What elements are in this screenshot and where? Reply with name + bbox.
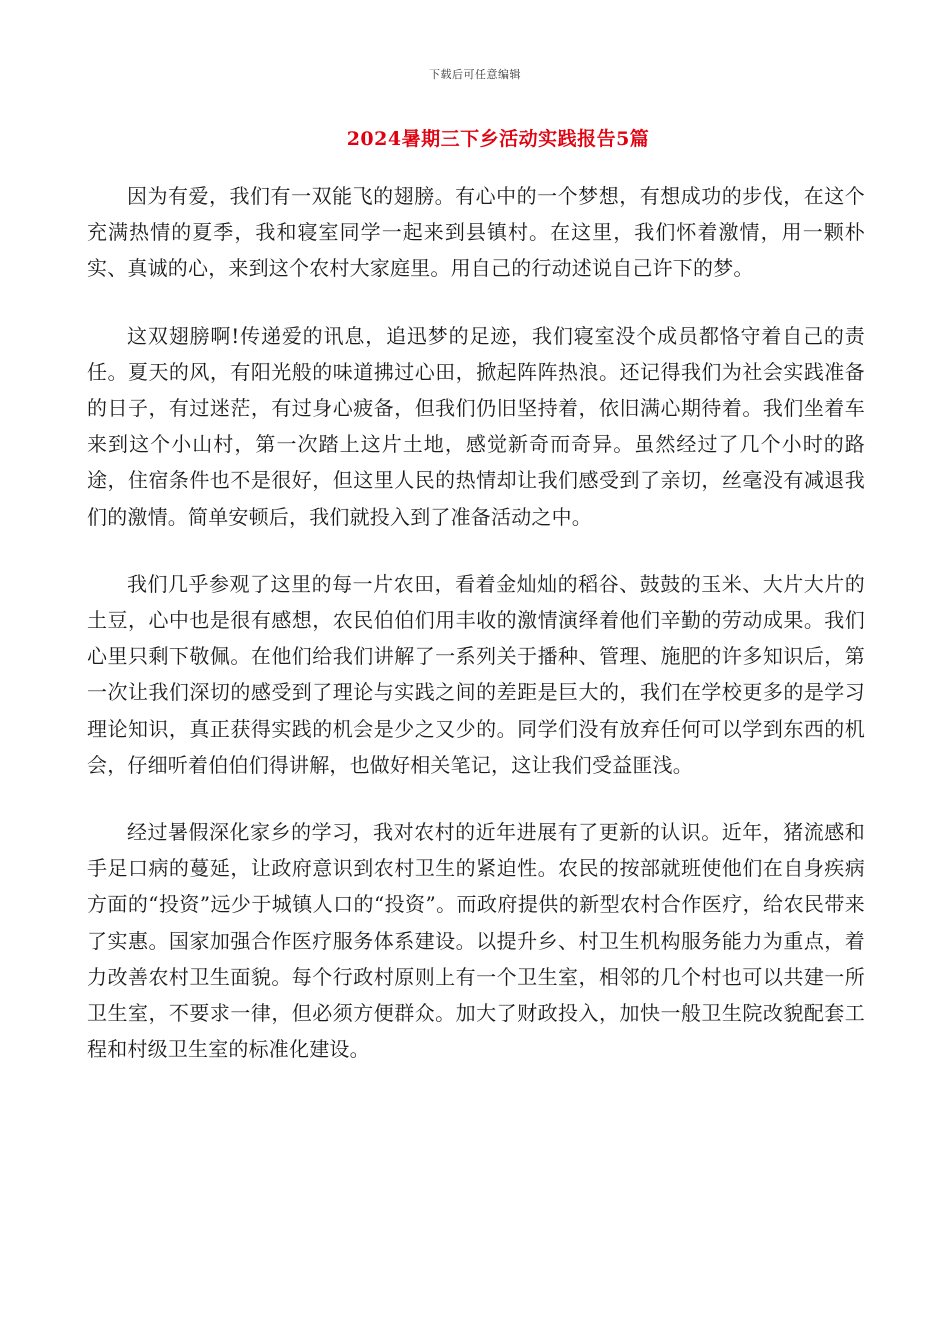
paragraph-2: 这双翅膀啊!传递爱的讯息，追迅梦的足迹，我们寝室没个成员都恪守着自己的责任。夏天的风，有阳光般的味道拂过心田，掀起阵阵热浪。还记得我们为社会实践准备的日子，有过迷茫，有过身心疲备，但我们仍旧坚持着，依旧满心期待着。我们坐着车来到这个小山村，第一次踏上这片土地，感觉新奇而奇异。虽然经过了几个小时的路途，住宿条件也不是很好，但这里人民的热情却让我们感受到了亲切，丝毫没有减退我们的激情。简单安顿后，我们就投入到了准备活动之中。 — [87, 323, 865, 529]
paragraph-1: 因为有爱，我们有一双能飞的翅膀。有心中的一个梦想，有想成功的步伐，在这个充满热情的夏季，我和寝室同学一起来到县镇村。在这里，我们怀着激情，用一颗朴实、真诚的心，来到这个农村大家庭里。用自己的行动述说自己许下的梦。 — [87, 184, 865, 281]
document-title: 2024暑期三下乡活动实践报告5篇 — [346, 128, 650, 150]
header-note: 下载后可任意编辑 — [429, 68, 521, 81]
paragraph-4: 经过暑假深化家乡的学习，我对农村的近年进展有了更新的认识。近年，猪流感和手足口病的蔓延，让政府意识到农村卫生的紧迫性。农民的按部就班使他们在自身疾病方面的“投资”远少于城镇人口的“投资”。而政府提供的新型农村合作医疗，给农民带来了实惠。国家加强合作医疗服务体系建设。以提升乡、村卫生机构服务能力为重点，着力改善农村卫生面貌。每个行政村原则上有一个卫生室，相邻的几个村也可以共建一所卫生室，不要求一律，但必须方便群众。加大了财政投入，加快一般卫生院改貌配套工程和村级卫生室的标准化建设。 — [87, 820, 865, 1062]
paragraph-3: 我们几乎参观了这里的每一片农田，看着金灿灿的稻谷、鼓鼓的玉米、大片大片的土豆，心中也是很有感想，农民伯伯们用丰收的激情演绎着他们辛勤的劳动成果。我们心里只剩下敬佩。在他们给我们讲解了一系列关于播种、管理、施肥的许多知识后，第一次让我们深切的感受到了理论与实践之间的差距是巨大的，我们在学校更多的是学习理论知识，真正获得实践的机会是少之又少的。同学们没有放弃任何可以学到东西的机会，仔细听着伯伯们得讲解，也做好相关笔记，这让我们受益匪浅。 — [87, 571, 865, 777]
document-body — [87, 178, 865, 1098]
